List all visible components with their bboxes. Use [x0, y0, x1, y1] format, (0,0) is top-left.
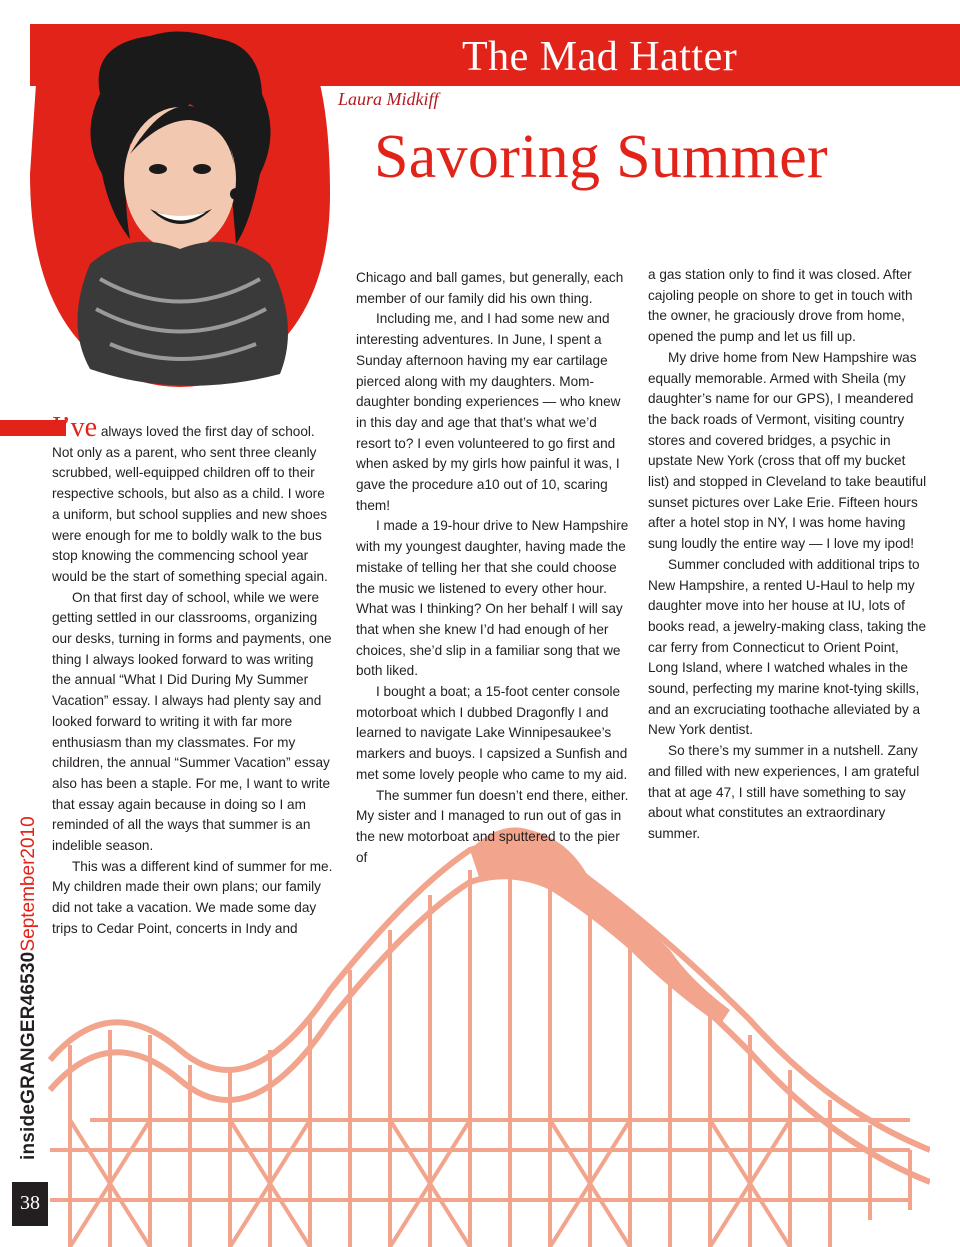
issue-date: September2010 [18, 816, 39, 952]
paragraph: Summer concluded with additional trips to New Hampshire, a rented U-Haul to help my daughter move into her house at IU, lots of books read, a jewelry-making class, taking the car ferry from Connecticut to Orient Point, Long Island, where I watched whales in the sound, perfecting my marine knot-tying skills, and an excruciating toothache alleviated by a New York dentist. [648, 556, 927, 738]
article-column-1 [52, 412, 336, 940]
publication-name: insideGRANGER46530 [18, 951, 39, 1160]
article-column-2 [356, 268, 630, 868]
paragraph [52, 412, 336, 588]
article-column-3 [648, 265, 930, 845]
paragraph-text: always loved the first day of school. Not only as a parent, who sent three cleanly scrubbed, well-equipped children off to their respective schools, but also as a child. I wore a uniform, but school supplies and new shoes were enough for me to boldly walk to the bus stop knowing the commencing school year would be the start of something special again. [52, 424, 328, 584]
publication-sidebar [18, 816, 40, 1160]
page-number: 38 [20, 1192, 40, 1214]
column-title: The Mad Hatter [462, 34, 738, 80]
paragraph: Chicago and ball games, but generally, each member of our family did his own thing. [356, 270, 624, 306]
paragraph: This was a different kind of summer for me. My children made their own plans; our family did not take a vacation. We made some day trips to Cedar Point, concerts in Indy and [52, 858, 333, 936]
paragraph: My drive home from New Hampshire was equally memorable. Armed with Sheila (my daughter’s name for our GPS), I meandered the back roads of Vermont, visiting country stores and covered bridges, a psychic in upstate New York (cross that off my bucket list) and stopped in Cleveland to take beautiful sunset pictures over Lake Erie. Fifteen hours after a hotel stop in NY, I was home having sung loudly the entire way — I love my ipod! [648, 349, 927, 552]
paragraph: I made a 19-hour drive to New Hampshire with my youngest daughter, having made the mistake of telling her that she could choose the music we listened to every other hour. What was I thinking? On her behalf I will say that when she knew I’d had enough of her choices, she’d slip in a familiar song that we both liked. [356, 518, 629, 679]
author-portrait [30, 24, 330, 390]
paragraph: Including me, and I had some new and interesting adventures. In June, I spent a Sunday afternoon having my ear cartilage pierced along with my daughters. Mom-daughter bonding experiences — who knew in this day and age that that’s what we’d resort to? I even volunteered to go first and when asked by my girls how painful it was, I gave the procedure a10 out of 10, scaring them! [356, 311, 621, 513]
drop-cap: I’ve [52, 412, 98, 443]
headline: Savoring Summer [374, 123, 828, 191]
paragraph: a gas station only to find it was closed. After cajoling people on shore to get in touch with the owner, he graciously drove from home, opened the pump and let us fill up. [648, 267, 913, 345]
paragraph: The summer fun doesn’t end there, either. My sister and I managed to run out of gas in the new motorboat and sputtered to the pier of [356, 787, 629, 865]
paragraph: I bought a boat; a 15-foot center console motorboat which I dubbed Dragonfly I and learned to navigate Lake Winnipesaukee’s markers and buoys. I capsized a Sunfish and met some lovely people who came to my aid. [356, 684, 628, 782]
author-byline: Laura Midkiff [338, 89, 439, 109]
paragraph: So there’s my summer in a nutshell. Zany and filled with new experiences, I am grateful that at age 47, I still have something to say about what constitutes an extraordinary summer. [648, 743, 920, 841]
paragraph: On that first day of school, while we were getting settled in our classrooms, organizing our desks, turning in forms and payments, one thing I always looked forward to was writing the annual “What I Did During My Summer Vacation” essay. I always had plenty say and looked forward to writing it with far more enthusiasm than my classmates. For my children, the annual “Summer Vacation” essay also has been a staple. For me, I want to write that essay again because in doing so I am reminded of all the ways that summer is an indelible season. [52, 589, 332, 854]
